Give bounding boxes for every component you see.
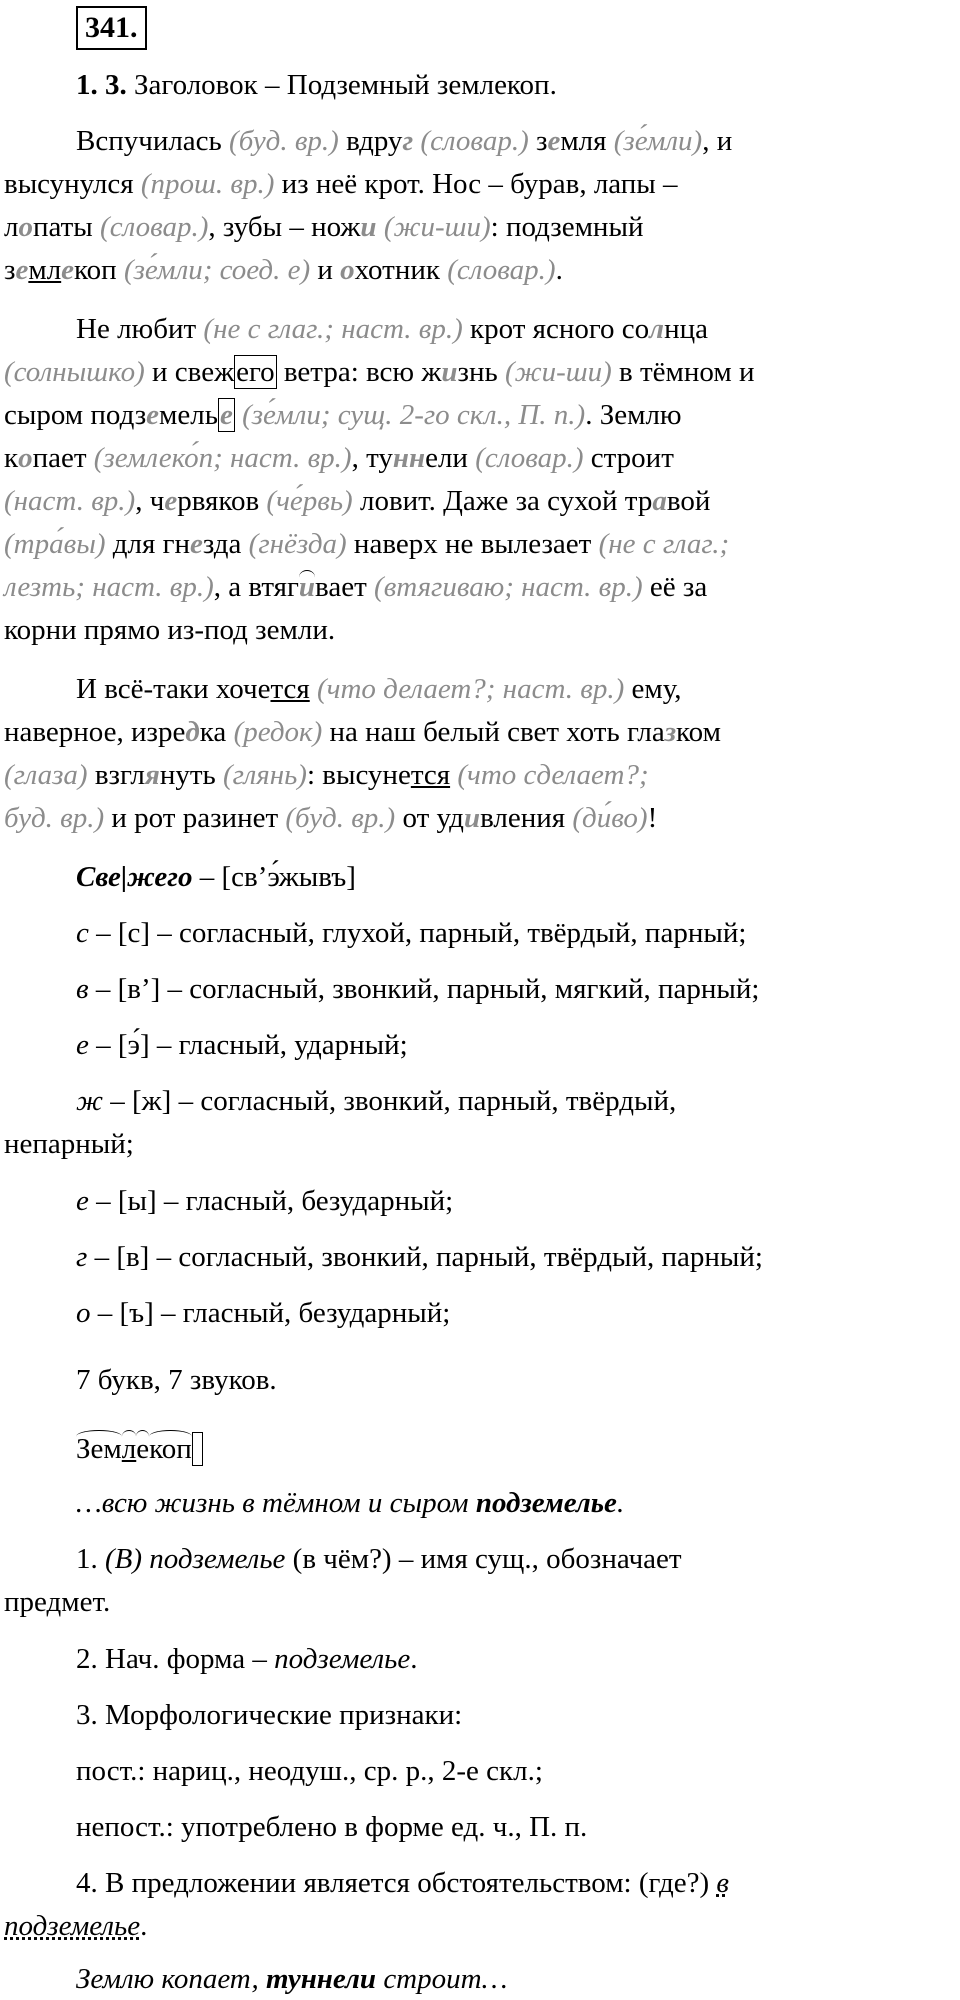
text-line: корни прямо из-под земли. <box>4 614 336 646</box>
phonetic-row: с – [с] – согласный, глухой, парный, твёрдый, парный; <box>76 917 747 949</box>
phonetic-row: ж – [ж] – согласный, звонкий, парный, твёрдый, <box>76 1085 677 1117</box>
phonetic-title: Све|жего – [св’э́жывъ] <box>76 861 356 893</box>
text-line: высунулся (прош. вр.) из неё крот. Нос – бурав, лапы – <box>4 168 678 200</box>
last-quote: Землю копает, туннели строит… <box>76 1963 508 1995</box>
root-arc: Зем <box>76 1428 122 1470</box>
text-line: (солнышко) и свежего ветра: всю жизнь (жи-ши) в тёмном и <box>4 356 755 388</box>
phonetic-row: е – [э́] – гласный, ударный; <box>76 1029 408 1061</box>
text-line: сыром подземелье (зе́мли; сущ. 2-го скл., П. п.). Землю <box>4 399 682 431</box>
phonetic-row: о – [ъ] – гласный, безударный; <box>76 1297 451 1329</box>
text-line: Не любит (не с глаг.; наст. вр.) крот ясного солнца <box>76 313 708 345</box>
text-line: И всё-таки хочется (что делает?; наст. вр.) ему, <box>76 673 682 705</box>
text-line: (глаза) взглянуть (глянь): высунется (что сделает?; <box>4 759 649 791</box>
morpheme-word: Землекоп <box>76 1428 960 1470</box>
text-line: копает (землеко́п; наст. вр.), туннели (словар.) строит <box>4 442 674 474</box>
text-line: Вспучилась (буд. вр.) вдруг (словар.) земля (зе́мли), и <box>76 125 733 157</box>
text-line: (наст. вр.), червяков (че́рвь) ловит. Даже за сухой травой <box>4 485 711 517</box>
heading-line: 1. 3. Заголовок – Подземный землекоп. <box>76 69 557 101</box>
exercise-number: 341. <box>76 6 147 50</box>
phonetic-row: е – [ы] – гласный, безударный; <box>76 1185 454 1217</box>
morph-item: 2. Нач. форма – подземелье. <box>76 1643 418 1675</box>
morph-item: пост.: нариц., неодуш., ср. р., 2-е скл.; <box>76 1755 543 1787</box>
morph-item: 3. Морфологические признаки: <box>76 1699 463 1731</box>
text-line: наверное, изредка (редок) на наш белый свет хоть глазком <box>4 716 721 748</box>
morph-item: 1. (В) подземелье (в чём?) – имя сущ., обозначает <box>76 1543 682 1575</box>
morph-item: предмет. <box>4 1586 111 1618</box>
morph-item: непост.: употреблено в форме ед. ч., П. п. <box>76 1811 588 1843</box>
morph-item: 4. В предложении является обстоятельством: (где?) в <box>76 1867 729 1899</box>
text-line: буд. вр.) и рот разинет (буд. вр.) от удивления (ди́во)! <box>4 802 658 834</box>
text-line: лезть; наст. вр.), а втягивает (втягиваю; наст. вр.) её за <box>4 566 960 608</box>
phonetic-row: непарный; <box>4 1128 134 1160</box>
ending-box: его <box>236 356 275 388</box>
ending-box: е <box>219 399 233 431</box>
quote-line: …всю жизнь в тёмном и сыром подземелье. <box>76 1487 625 1519</box>
text-line: землекоп (зе́мли; соед. е) и охотник (словар.). <box>4 254 563 286</box>
phonetic-row: в – [в’] – согласный, звонкий, парный, мягкий, парный; <box>76 973 760 1005</box>
phonetic-summary: 7 букв, 7 звуков. <box>76 1364 277 1396</box>
text-line: (тра́вы) для гнезда (гнёзда) наверх не вылезает (не с глаг.; <box>4 528 730 560</box>
zero-ending-box <box>192 1432 203 1466</box>
phonetic-row: г – [в] – согласный, звонкий, парный, твёрдый, парный; <box>76 1241 763 1273</box>
morph-item: подземелье. <box>4 1910 148 1942</box>
text-line: лопаты (словар.), зубы – ножи (жи-ши): подземный <box>4 211 644 243</box>
